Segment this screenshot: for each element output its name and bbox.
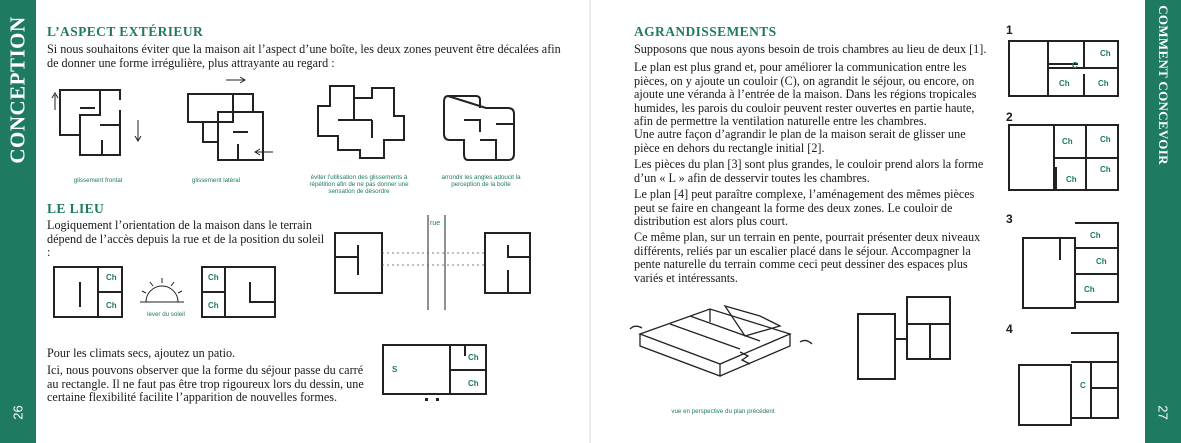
right-page-band [1145,0,1181,443]
expansion-paragraph-2: Le plan est plus grand et, pour améliorer la communication entre les pièces, on y ajoute un couloir (C), on agrandit le séjour, ou encore, on ajoute une véranda à l’entrée de la maison. Dans les régions tropicales humides, les parois du couloir peuvent rester ouvertes en partie haute, afin de permettre la ventilation naturelle entre les chambres. [634,60,977,129]
plan-1-room: Ch [1098,79,1109,88]
plan-4-corridor: C [1080,381,1086,390]
plan-2-room: Ch [1100,165,1111,174]
plan-1-drawing [1006,36,1121,100]
room-label: Ch [468,353,479,362]
plan-2-room: Ch [1066,175,1077,184]
expansion-paragraph-1: Supposons que nous ayons besoin de trois chambres au lieu de deux [1]. [634,42,987,56]
rounded-corners-plan [438,88,528,168]
plan-1-room: Ch [1100,49,1111,58]
sun-caption: lever du soleil [147,311,185,318]
plan-number-4: 4 [1006,322,1013,336]
section-heading-agrandissements: AGRANDISSEMENTS [634,24,777,39]
expansion-paragraph-6: Ce même plan, sur un terrain en pente, pourrait présenter deux niveaux différents, reliés par un escalier placé dans le séjour. Accompagner la pente naturelle du terrain comme ceci peut dessiner des espaces plus variés et intéressants. [634,230,981,285]
section-heading-lieu: LE LIEU [47,201,105,216]
plan-number-1: 1 [1006,23,1013,37]
sunrise-icon [140,278,184,302]
living-room-label: S [392,365,398,374]
expansion-paragraph-5: Le plan [4] peut paraître complexe, l’aménagement des mêmes pièces peut se faire en changeant la forme des deux zones. Le couloir de distribution est alors plus court. [634,187,975,229]
room-label: Ch [468,379,479,388]
plan-1-corridor: C [1072,61,1078,70]
patio-plan [380,342,490,407]
flexibility-paragraph: Ici, nous pouvons observer que la forme du séjour passe du carré au rectangle. Il ne faut pas être trop rigoureux lors du dessin, une certaine flexibilité facilite l’apparition de nouvelles formes. [47,363,364,405]
plan-number-2: 2 [1006,110,1013,124]
caption-frontal: glissement frontal [73,177,123,184]
section-heading-aspect: L’ASPECT EXTÉRIEUR [47,24,204,39]
left-page-number: 26 [10,405,26,420]
plan-2-room: Ch [1100,135,1111,144]
patio-paragraph: Pour les climats secs, ajoutez un patio. [47,346,236,360]
plan-3-room: Ch [1096,257,1107,266]
plan-4-drawing [1016,330,1122,430]
plan-3-drawing [1020,220,1120,310]
street-label: rue [430,220,441,227]
right-band-title: COMMENT CONCEVOIR [1156,5,1171,165]
sun-orientation-figure [50,262,290,332]
plan-2-room: Ch [1062,137,1073,146]
plan-2-drawing [1006,122,1121,194]
expansion-paragraph-3: Une autre façon d’agrandir le plan de la maison serait de glisser une pièce en dehors du rectangle initial [2]. [634,127,966,155]
perspective-caption: vue en perspective du plan précédent [671,408,775,415]
plan-3-room: Ch [1090,231,1101,240]
room-label: Ch [208,301,219,310]
left-band-title: CONCEPTION [5,16,30,164]
frontal-shift-plan [50,80,170,170]
expansion-paragraph-4: Les pièces du plan [3] sont plus grandes, le couloir prend alors la forme d’un « L » afin de desservir toutes les chambres. [634,157,984,185]
lieu-paragraph: Logiquement l’orientation de la maison dans le terrain dépend de l’accès depuis la rue et de la position du soleil : [47,218,325,260]
street-orientation-figure [330,215,590,315]
caption-repetition: éviter l’utilisation des glissements à répétition afin de ne pas donner une sensation de désordre [309,174,409,195]
previous-plan-drawing [855,294,955,384]
room-label: Ch [208,273,219,282]
plan-1-room: Ch [1059,79,1070,88]
caption-rounded: arrondir les angles adoucit la perception de la boîte [441,174,521,188]
caption-lateral: glissement latéral [191,177,241,184]
perspective-sketch [630,294,820,394]
left-page-band [0,0,36,443]
right-page-number: 27 [1155,405,1171,420]
room-label: Ch [106,273,117,282]
aspect-paragraph: Si nous souhaitons éviter que la maison ait l’aspect d’une boîte, les deux zones peuvent être décalées afin de donner une forme irrégulière, plus attrayante au regard : [47,42,561,70]
plan-3-room: Ch [1084,285,1095,294]
plan-number-3: 3 [1006,212,1013,226]
room-label: Ch [106,301,117,310]
lateral-shift-plan [178,72,288,172]
repeated-shift-plan [312,80,412,170]
